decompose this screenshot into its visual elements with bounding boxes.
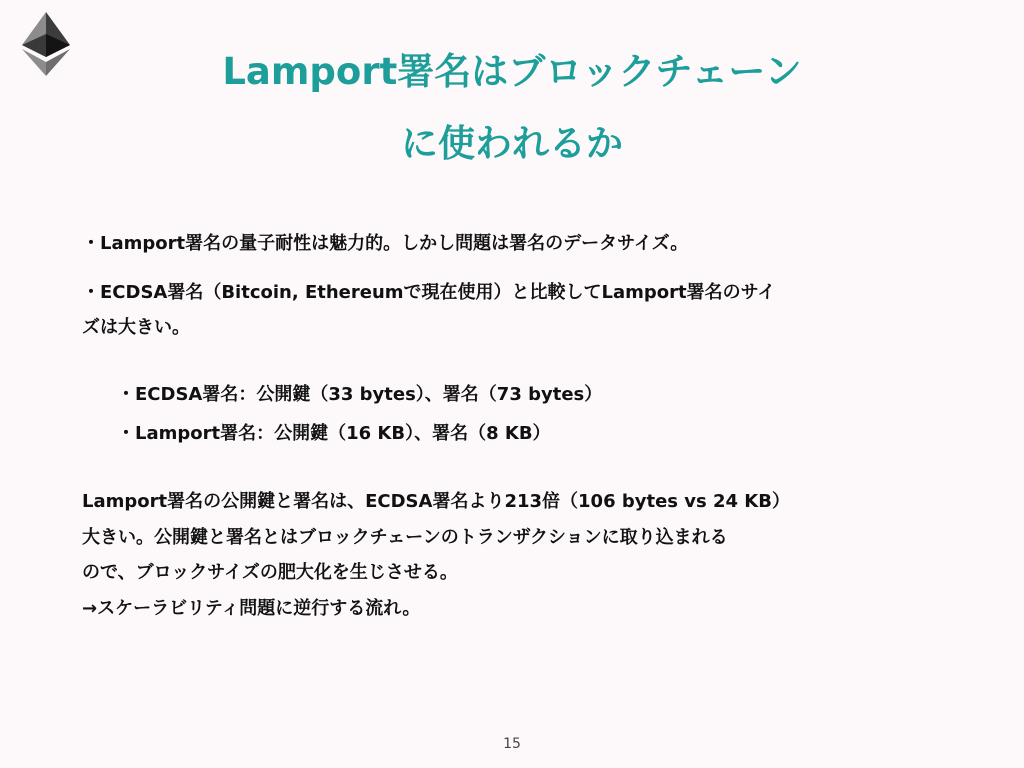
slide-title-line-2: に使われるか xyxy=(401,122,623,165)
sub-bullet-lamport: ・Lamport署名：公開鍵（16 KB）、署名（8 KB） xyxy=(117,423,551,444)
paragraph-line-3: ので、ブロックサイズの肥大化を生じさせる。 xyxy=(82,562,458,583)
bullet-size-comparison-cont: ズは大きい。 xyxy=(82,317,190,338)
paragraph-line-2: 大きい。公開鍵と署名とはブロックチェーンのトランザクションに取り込まれる xyxy=(82,527,728,548)
bullet-size-comparison: ・ECDSA署名（Bitcoin, Ethereumで現在使用）と比較してLamport署名のサイ xyxy=(82,282,776,303)
page-number: 15 xyxy=(503,736,521,752)
bullet-quantum-resistance: ・Lamport署名の量子耐性は魅力的。しかし問題は署名のデータサイズ。 xyxy=(82,233,689,254)
sub-bullet-ecdsa: ・ECDSA署名：公開鍵（33 bytes）、署名（73 bytes） xyxy=(117,384,603,405)
slide-title-line-1: Lamport署名はブロックチェーン xyxy=(222,50,802,93)
paragraph-line-4: →スケーラビリティ問題に逆行する流れ。 xyxy=(82,598,421,619)
paragraph-line-1: Lamport署名の公開鍵と署名は、ECDSA署名より213倍（106 bytes vs 24 KB） xyxy=(82,491,790,512)
